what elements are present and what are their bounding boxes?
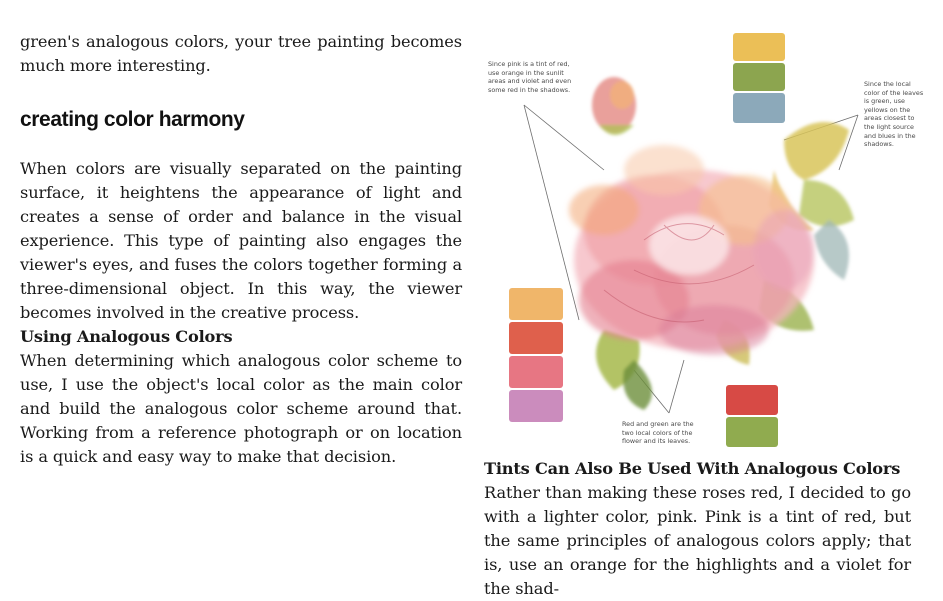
intro-paragraph: green's analogous colors, your tree painting becomes much more interesting. (20, 32, 462, 75)
swatch-blue (733, 93, 785, 123)
left-column (20, 30, 462, 469)
figure-column (484, 30, 924, 450)
swatches-left (509, 288, 563, 422)
rose-bud (592, 77, 636, 135)
color-harmony-paragraph: When colors are visually separated on the painting surface, it heightens the appearance of light and creates a sense of order and balance in the visual experience. This type of painting also engages the viewer's eyes, and fuses the colors together forming a three-dimensional object. In this way, the viewer becomes involved in the creative process. (20, 159, 462, 322)
rose-painting-figure (484, 30, 924, 450)
caption-bottom: Red and green are the two local colors of the flower and its leaves. (622, 420, 694, 446)
swatches-top (733, 33, 785, 123)
swatch-yellow (733, 33, 785, 61)
analogous-colors-subheading: Using Analogous Colors (20, 327, 233, 346)
tints-paragraph: Rather than making these roses red, I decided to go with a lighter color, pink. Pink is a tint of red, but the same principles of analogous colors apply; that is, use an orange for the highlights and a violet for the shad- (484, 483, 911, 598)
analogous-colors-paragraph: When determining which analogous color scheme to use, I use the object's local color as the main color and build the analogous color scheme around that. Working from a reference photograph or on location is a quick and easy way to make that decision. (20, 351, 462, 466)
section-heading: creating color harmony (20, 108, 245, 131)
swatch-green-local (726, 417, 778, 447)
swatches-bottom (726, 385, 778, 447)
swatch-red-local (726, 385, 778, 415)
caption-top-right: Since the local color of the leaves is green, use yellows on the areas closest to the light source and blues in the shadows. (864, 80, 924, 149)
swatch-orange (509, 288, 563, 320)
swatch-violet (509, 390, 563, 422)
main-rose (569, 145, 814, 355)
swatch-pink (509, 356, 563, 388)
right-text-block (484, 457, 911, 601)
swatch-green (733, 63, 785, 91)
swatch-red (509, 322, 563, 354)
tints-subheading: Tints Can Also Be Used With Analogous Colors (484, 459, 901, 478)
caption-top-left: Since pink is a tint of red, use orange in the sunlit areas and violet and even some red in the shadows. (488, 60, 572, 94)
